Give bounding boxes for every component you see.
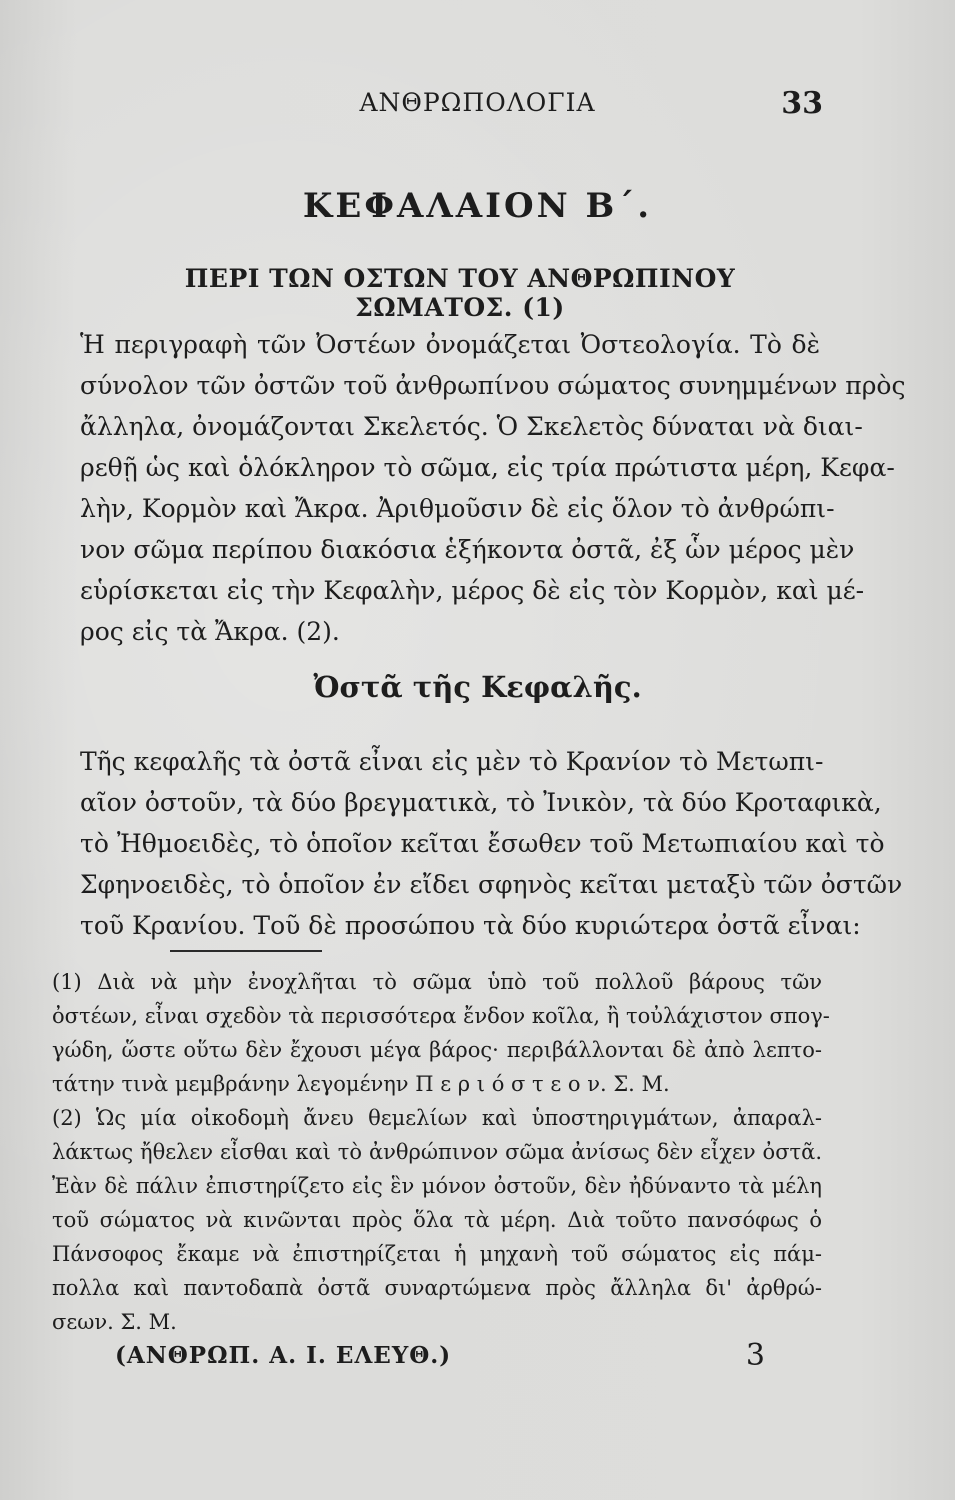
printer-signature: (ΑΝΘΡΩΠ. Α. Ι. ΕΛΕΥΘ.) [115,1342,452,1369]
subheading: Ὀστᾶ τῆς Κεφαλῆς. [313,670,642,704]
footnote-line: γώδη, ὥστε οὕτω δὲν ἔχουσι μέγα βάρος· περιβάλλονται δὲ ἀπὸ λεπτο- [52,1038,822,1062]
signature-number: 3 [745,1338,765,1373]
footnote-line: Ἐὰν δὲ πάλιν ἐπιστηρίζετο εἰς ἓν μόνον ὀστοῦν, δὲν ἠδύναντο τὰ μέλη [52,1174,822,1198]
text-line: Τῆς κεφαλῆς τὰ ὀστᾶ εἶναι εἰς μὲν τὸ Κρανίον τὸ Μετωπι- [80,747,824,776]
text-line: Σφηνοειδὲς, τὸ ὁποῖον ἐν εἴδει σφηνὸς κεῖται μεταξὺ τῶν ὀστῶν [80,870,903,899]
text-line: ρος εἰς τὰ Ἄκρα. (2). [80,617,340,646]
footnote-line: τάτην τινὰ μεμβράνην λεγομένην Π ε ρ ι ό σ τ ε ο ν. Σ. Μ. [52,1072,670,1096]
footnote-line: ὀστέων, εἶναι σχεδὸν τὰ περισσότερα ἔνδον κοῖλα, ἢ τοὐλάχιστον σπογ- [52,1004,830,1028]
footnote-line: τοῦ σώματος νὰ κινῶνται πρὸς ὅλα τὰ μέρη. Διὰ τοῦτο πανσόφως ὁ [52,1208,822,1232]
footnote-line: Πάνσοφος ἔκαμε νὰ ἐπιστηρίζεται ἡ μηχανὴ τοῦ σώματος εἰς πάμ- [52,1242,822,1266]
text-line: τοῦ Κρανίου. Τοῦ δὲ προσώπου τὰ δύο κυριώτερα ὀστᾶ εἶναι: [80,911,861,940]
page-number: 33 [781,86,823,121]
footnote-line: (1) Διὰ νὰ μὴν ἐνοχλῆται τὸ σῶμα ὑπὸ τοῦ πολλοῦ βάρους τῶν [52,970,822,994]
running-head: ΑΝΘΡΩΠΟΛΟΓΙΑ [359,88,596,117]
text-line: αῖον ὀστοῦν, τὰ δύο βρεγματικὰ, τὸ Ἰνικὸν, τὰ δύο Κροταφικὰ, [80,788,882,817]
text-line: λὴν, Κορμὸν καὶ Ἄκρα. Ἀριθμοῦσιν δὲ εἰς ὅλον τὸ ἀνθρώπι- [80,494,835,523]
section-title: ΠΕΡΙ ΤΩΝ ΟΣΤΩΝ ΤΟΥ ΑΝΘΡΩΠΙΝΟΥ ΣΩΜΑΤΟΣ. (1) [184,264,736,322]
chapter-title: ΚΕΦΑΛΑΙΟΝ Β΄. [302,186,653,226]
text-line: τὸ Ἠθμοειδὲς, τὸ ὁποῖον κεῖται ἔσωθεν τοῦ Μετωπιαίου καὶ τὸ [80,829,885,858]
text-line: ἄλληλα, ὀνομάζονται Σκελετός. Ὁ Σκελετὸς δύναται νὰ διαι- [80,412,863,441]
footnote-line: πολλα καὶ παντοδαπὰ ὀστᾶ συναρτώμενα πρὸς ἄλληλα δι' ἀρθρώ- [52,1276,822,1300]
text-line: ρεθῇ ὡς καὶ ὁλόκληρον τὸ σῶμα, εἰς τρία πρώτιστα μέρη, Κεφα- [80,453,895,482]
footnote-rule [170,950,322,952]
text-line: εὑρίσκεται εἰς τὴν Κεφαλὴν, μέρος δὲ εἰς τὸν Κορμὸν, καὶ μέ- [80,576,865,605]
text-line: Ἡ περιγραφὴ τῶν Ὀστέων ὀνομάζεται Ὀστεολογία. Τὸ δὲ [80,330,820,359]
footnote-line: (2) Ὡς μία οἰκοδομὴ ἄνευ θεμελίων καὶ ὑποστηριγμάτων, ἀπαραλ- [52,1106,822,1130]
text-line: σύνολον τῶν ὀστῶν τοῦ ἀνθρωπίνου σώματος συνημμένων πρὸς [80,371,906,400]
text-line: νον σῶμα περίπου διακόσια ἑξήκοντα ὀστᾶ, ἐξ ὧν μέρος μὲν [80,535,855,564]
footnote-line: λάκτως ἤθελεν εἶσθαι καὶ τὸ ἀνθρώπινον σῶμα ἀνίσως δὲν εἶχεν ὀστᾶ. [52,1140,822,1164]
footnote-line: σεων. Σ. Μ. [52,1310,177,1334]
